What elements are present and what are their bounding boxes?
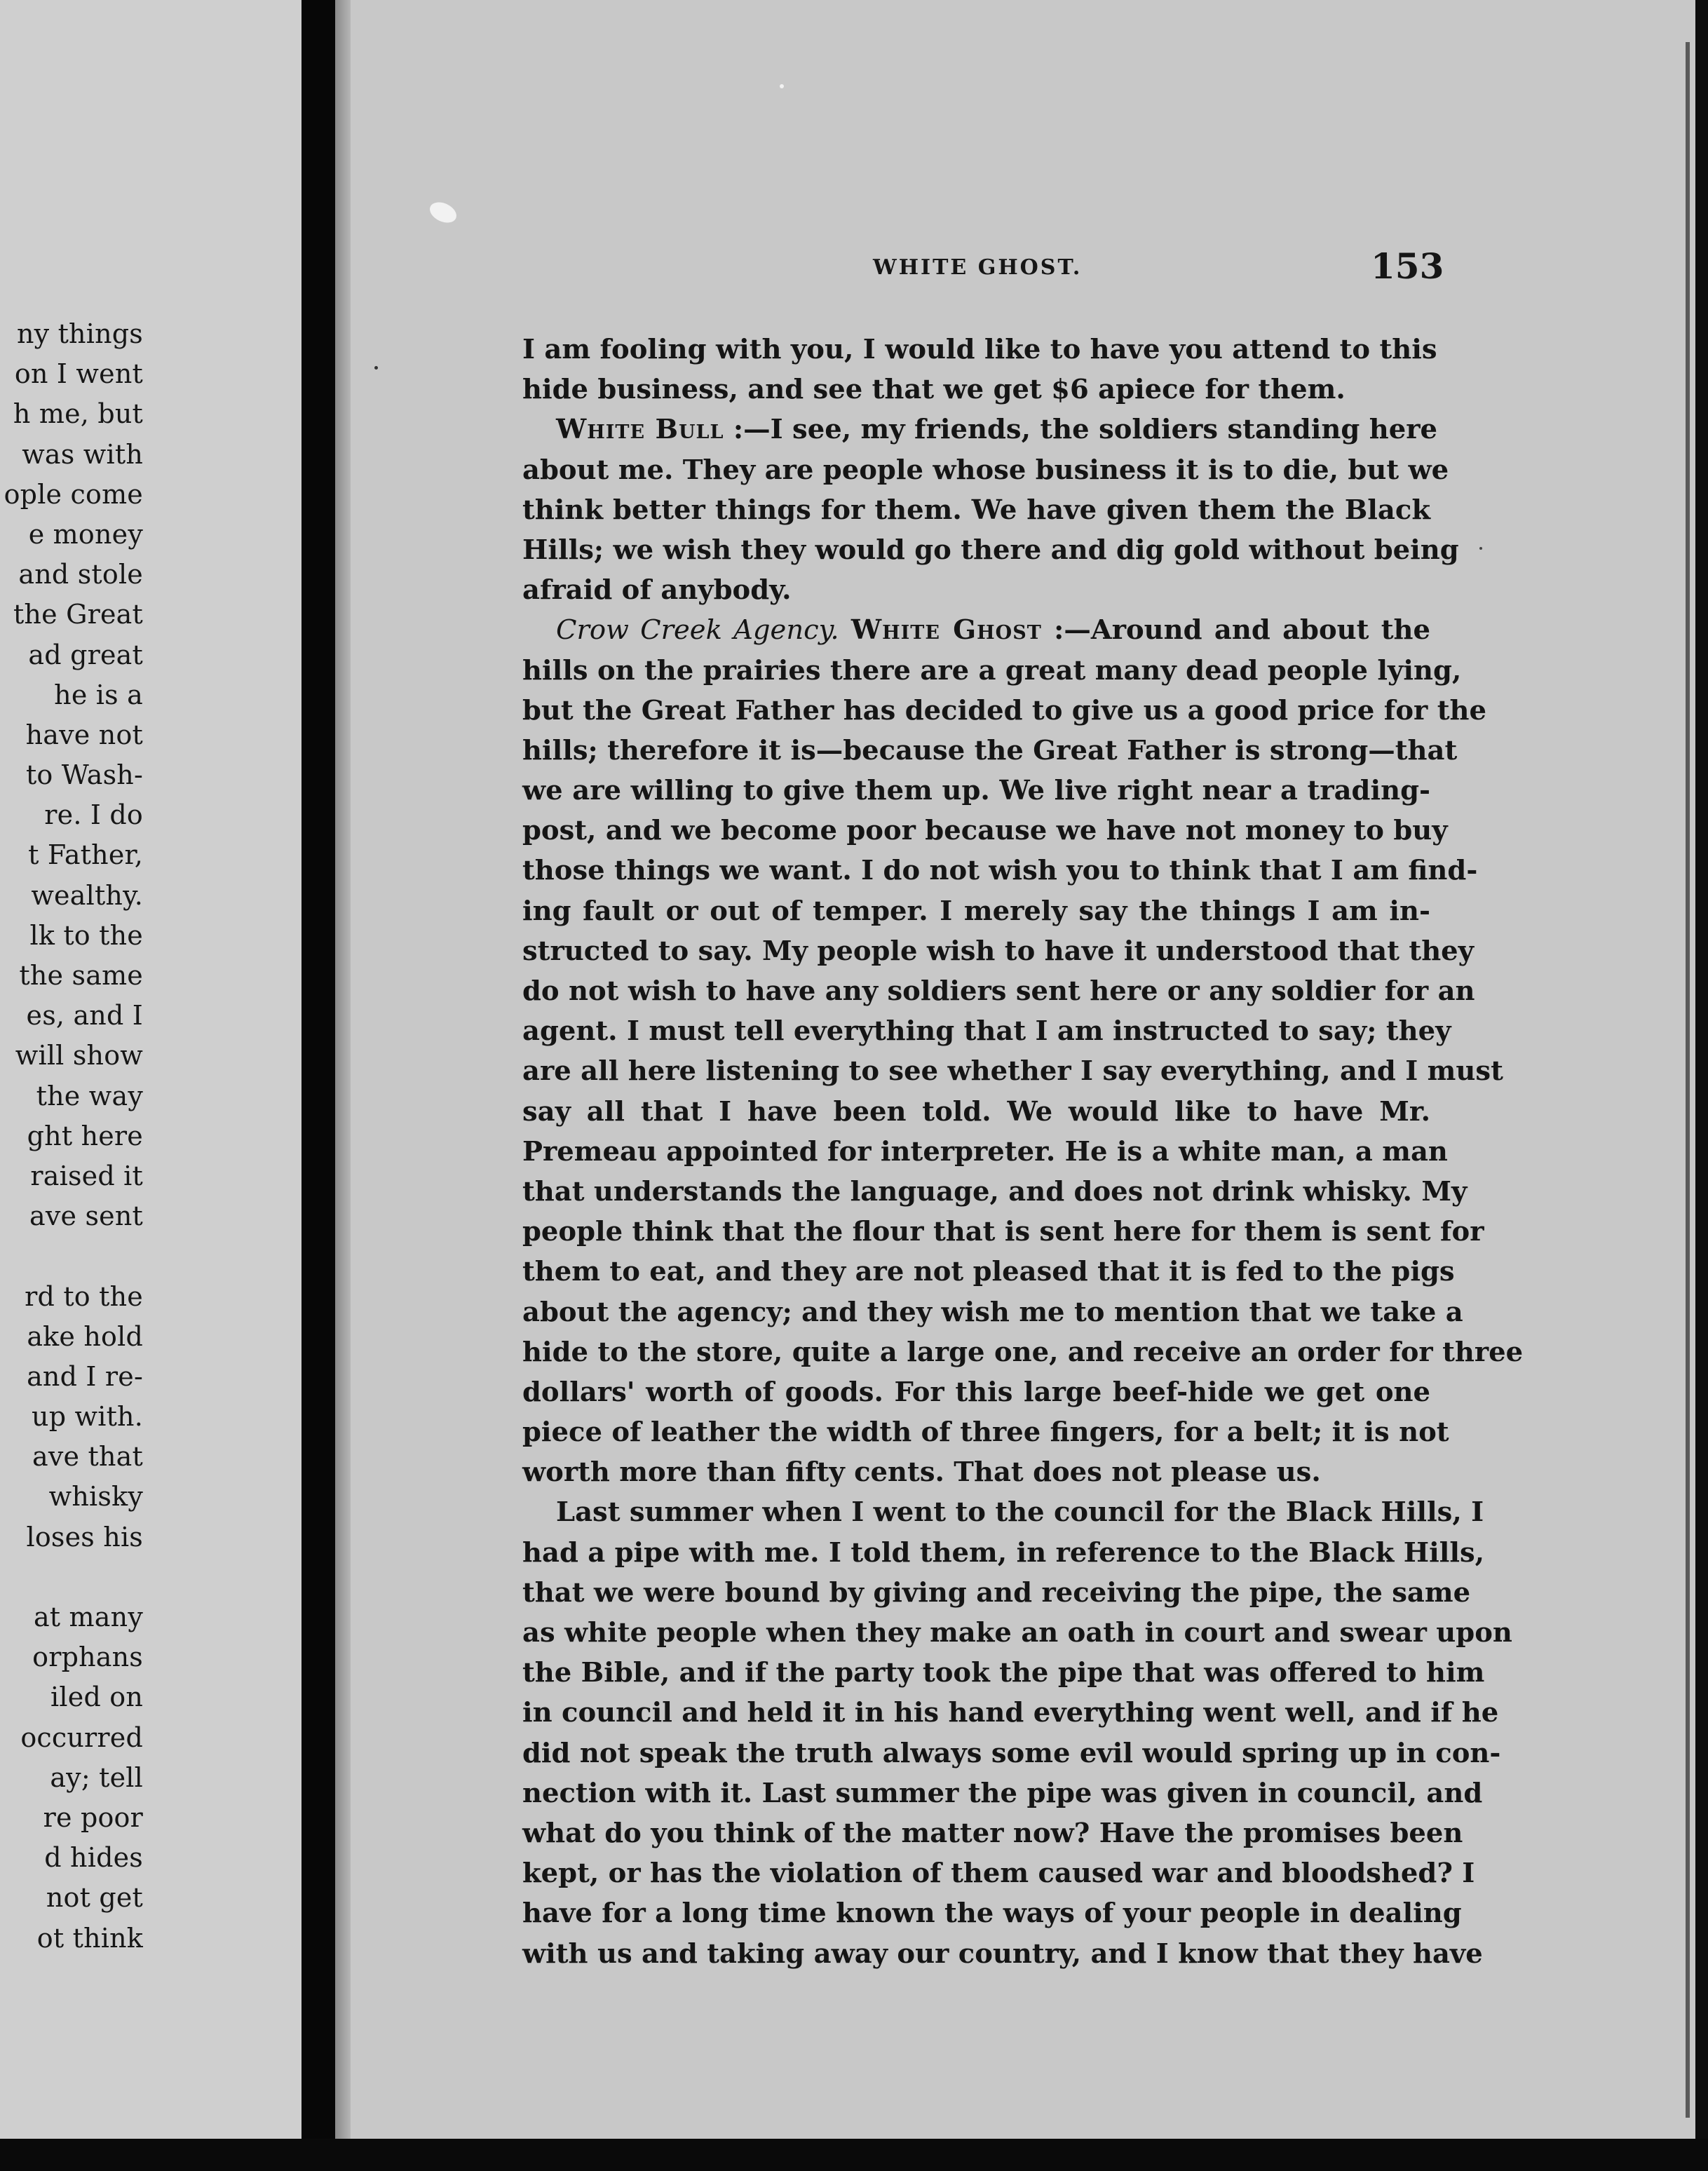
bottom-border: [0, 2139, 1708, 2171]
body-text: [522, 330, 1524, 1974]
text-line: dollars' worth of goods. For this large beef-hide we get one: [522, 1376, 1430, 1408]
left-page-line: up with.: [32, 1401, 143, 1433]
text-line: hide business, and see that we get $6 apiece for them.: [522, 374, 1346, 406]
left-page-line: ot think: [36, 1922, 143, 1954]
left-page-line: e money: [28, 518, 143, 550]
text-line: [522, 410, 1437, 449]
left-page-line: and stole: [18, 559, 143, 590]
text-line: but the Great Father has decided to give us a good price for the: [522, 694, 1487, 726]
left-page-line: will show: [15, 1040, 143, 1071]
text-line: post, and we become poor because we have not money to buy: [522, 815, 1448, 847]
left-page-line: ny things: [16, 318, 143, 349]
text-line: ing fault or out of temper. I merely say the things I am in-: [522, 895, 1430, 927]
text-line: about me. They are people whose business it is to die, but we: [522, 454, 1449, 486]
text-line: agent. I must tell everything that I am instructed to say; they: [522, 1015, 1451, 1048]
text-line: think better things for them. We have given them the Black: [522, 494, 1430, 526]
left-page-line: he is a: [54, 679, 143, 710]
left-page-line: ght here: [27, 1120, 143, 1151]
left-page-line: re. I do: [44, 799, 143, 831]
left-page-line: ay; tell: [50, 1761, 143, 1793]
text-line: people think that the flour that is sent here for them is sent for: [522, 1216, 1484, 1248]
left-page-line: h me, but: [13, 398, 143, 430]
left-page-line: ave that: [32, 1441, 143, 1473]
left-page-line: the Great: [13, 599, 143, 630]
left-page-line: t Father,: [28, 839, 143, 871]
text-line: what do you think of the matter now? Have the promises been: [522, 1817, 1463, 1849]
left-page-line: the way: [36, 1080, 143, 1111]
left-page-line: [0, 1557, 143, 1597]
left-page-line: loses his: [26, 1521, 143, 1553]
page-edge-line: [1686, 42, 1690, 2118]
text-line: do not wish to have any soldiers sent here or any soldier for an: [522, 975, 1475, 1007]
text-line: did not speak the truth always some evil would spring up in con-: [522, 1737, 1501, 1769]
text-line: have for a long time known the ways of your people in dealing: [522, 1898, 1462, 1930]
left-page-line: and I re-: [27, 1360, 143, 1392]
running-head: WHITE GHOST.: [873, 255, 1083, 280]
left-page-line: es, and I: [26, 1000, 143, 1032]
left-page-line: ople come: [4, 478, 143, 510]
text-line: with us and taking away our country, and I know that they have: [522, 1937, 1483, 1970]
left-page-line: orphans: [32, 1642, 143, 1673]
page-number: 153: [1371, 245, 1444, 287]
page-edge-border: [1695, 0, 1708, 2171]
left-page-line: ake hold: [27, 1320, 143, 1352]
left-page-line: raised it: [30, 1160, 143, 1191]
text-line: Hills; we wish they would go there and dig gold without being: [522, 534, 1459, 566]
text-line: kept, or has the violation of them caused war and bloodshed? I: [522, 1858, 1475, 1890]
left-page-line: iled on: [50, 1682, 143, 1713]
text-line: hills on the prairies there are a great many dead people lying,: [522, 654, 1462, 687]
text-line: say all that I have been told. We would like to have Mr.: [522, 1095, 1430, 1128]
left-page-line: [0, 1236, 143, 1276]
book-gutter: [301, 0, 335, 2171]
text-line: about the agency; and they wish me to mention that we take a: [522, 1296, 1463, 1328]
text-line: as white people when they make an oath in court and swear upon: [522, 1617, 1512, 1649]
text-line: those things we want. I do not wish you to think that I am find-: [522, 855, 1478, 887]
text-line: had a pipe with me. I told them, in reference to the Black Hills,: [522, 1536, 1485, 1569]
text-line: we are willing to give them up. We live right near a trading-: [522, 775, 1430, 807]
left-page-line: have not: [25, 719, 143, 750]
left-page-line: ave sent: [29, 1201, 143, 1232]
text-line: piece of leather the width of three fingers, for a belt; it is not: [522, 1416, 1449, 1449]
left-page-line: was with: [22, 438, 143, 470]
left-page-line: occurred: [20, 1722, 143, 1753]
text-line: nection with it. Last summer the pipe was given in council, and: [522, 1777, 1483, 1809]
text-line: in council and held it in his hand everything went well, and if he: [522, 1697, 1499, 1729]
text-span: :—Around and about the: [1054, 614, 1431, 647]
left-page-line: to Wash-: [25, 759, 143, 791]
text-line: I am fooling with you, I would like to have you attend to this: [522, 334, 1437, 365]
text-line: Last summer when I went to the council for the Black Hills, I: [556, 1496, 1484, 1529]
left-page-fragment: [0, 0, 301, 2139]
text-line: hide to the store, quite a large one, and receive an order for three: [522, 1336, 1524, 1368]
left-page-line: not get: [46, 1882, 143, 1914]
text-line: [522, 610, 1430, 650]
left-page-line: on I went: [14, 358, 143, 390]
left-page-line: wealthy.: [31, 879, 143, 911]
text-line: that understands the language, and does not drink whisky. My: [522, 1175, 1468, 1208]
speaker-name: White Ghost: [850, 614, 1042, 647]
text-span: :—I see, my friends, the soldiers standing here: [733, 414, 1437, 446]
speaker-name: White Bull: [556, 414, 724, 446]
left-page-line: d hides: [44, 1842, 143, 1874]
text-line: hills; therefore it is—because the Great Father is strong—that: [522, 734, 1458, 766]
text-line: afraid of anybody.: [522, 574, 792, 607]
left-page-text: [0, 314, 143, 1959]
left-page-line: at many: [33, 1602, 143, 1632]
text-line: are all here listening to see whether I say everything, and I must: [522, 1055, 1503, 1088]
left-page-line: lk to the: [29, 919, 143, 951]
left-page-line: rd to the: [25, 1280, 143, 1312]
text-line: structed to say. My people wish to have it understood that they: [522, 935, 1475, 967]
text-line: worth more than fifty cents. That does not please us.: [522, 1456, 1321, 1489]
text-line: them to eat, and they are not pleased that it is fed to the pigs: [522, 1256, 1455, 1288]
text-line: that we were bound by giving and receiving the pipe, the same: [522, 1576, 1471, 1609]
left-page-line: whisky: [48, 1481, 143, 1513]
left-page-line: re poor: [43, 1801, 143, 1833]
text-line: the Bible, and if the party took the pipe that was offered to him: [522, 1657, 1485, 1689]
place-name: Crow Creek Agency.: [556, 614, 839, 647]
left-page-line: the same: [19, 960, 143, 991]
left-page-line: ad great: [28, 639, 143, 670]
text-line: Premeau appointed for interpreter. He is a white man, a man: [522, 1135, 1448, 1168]
